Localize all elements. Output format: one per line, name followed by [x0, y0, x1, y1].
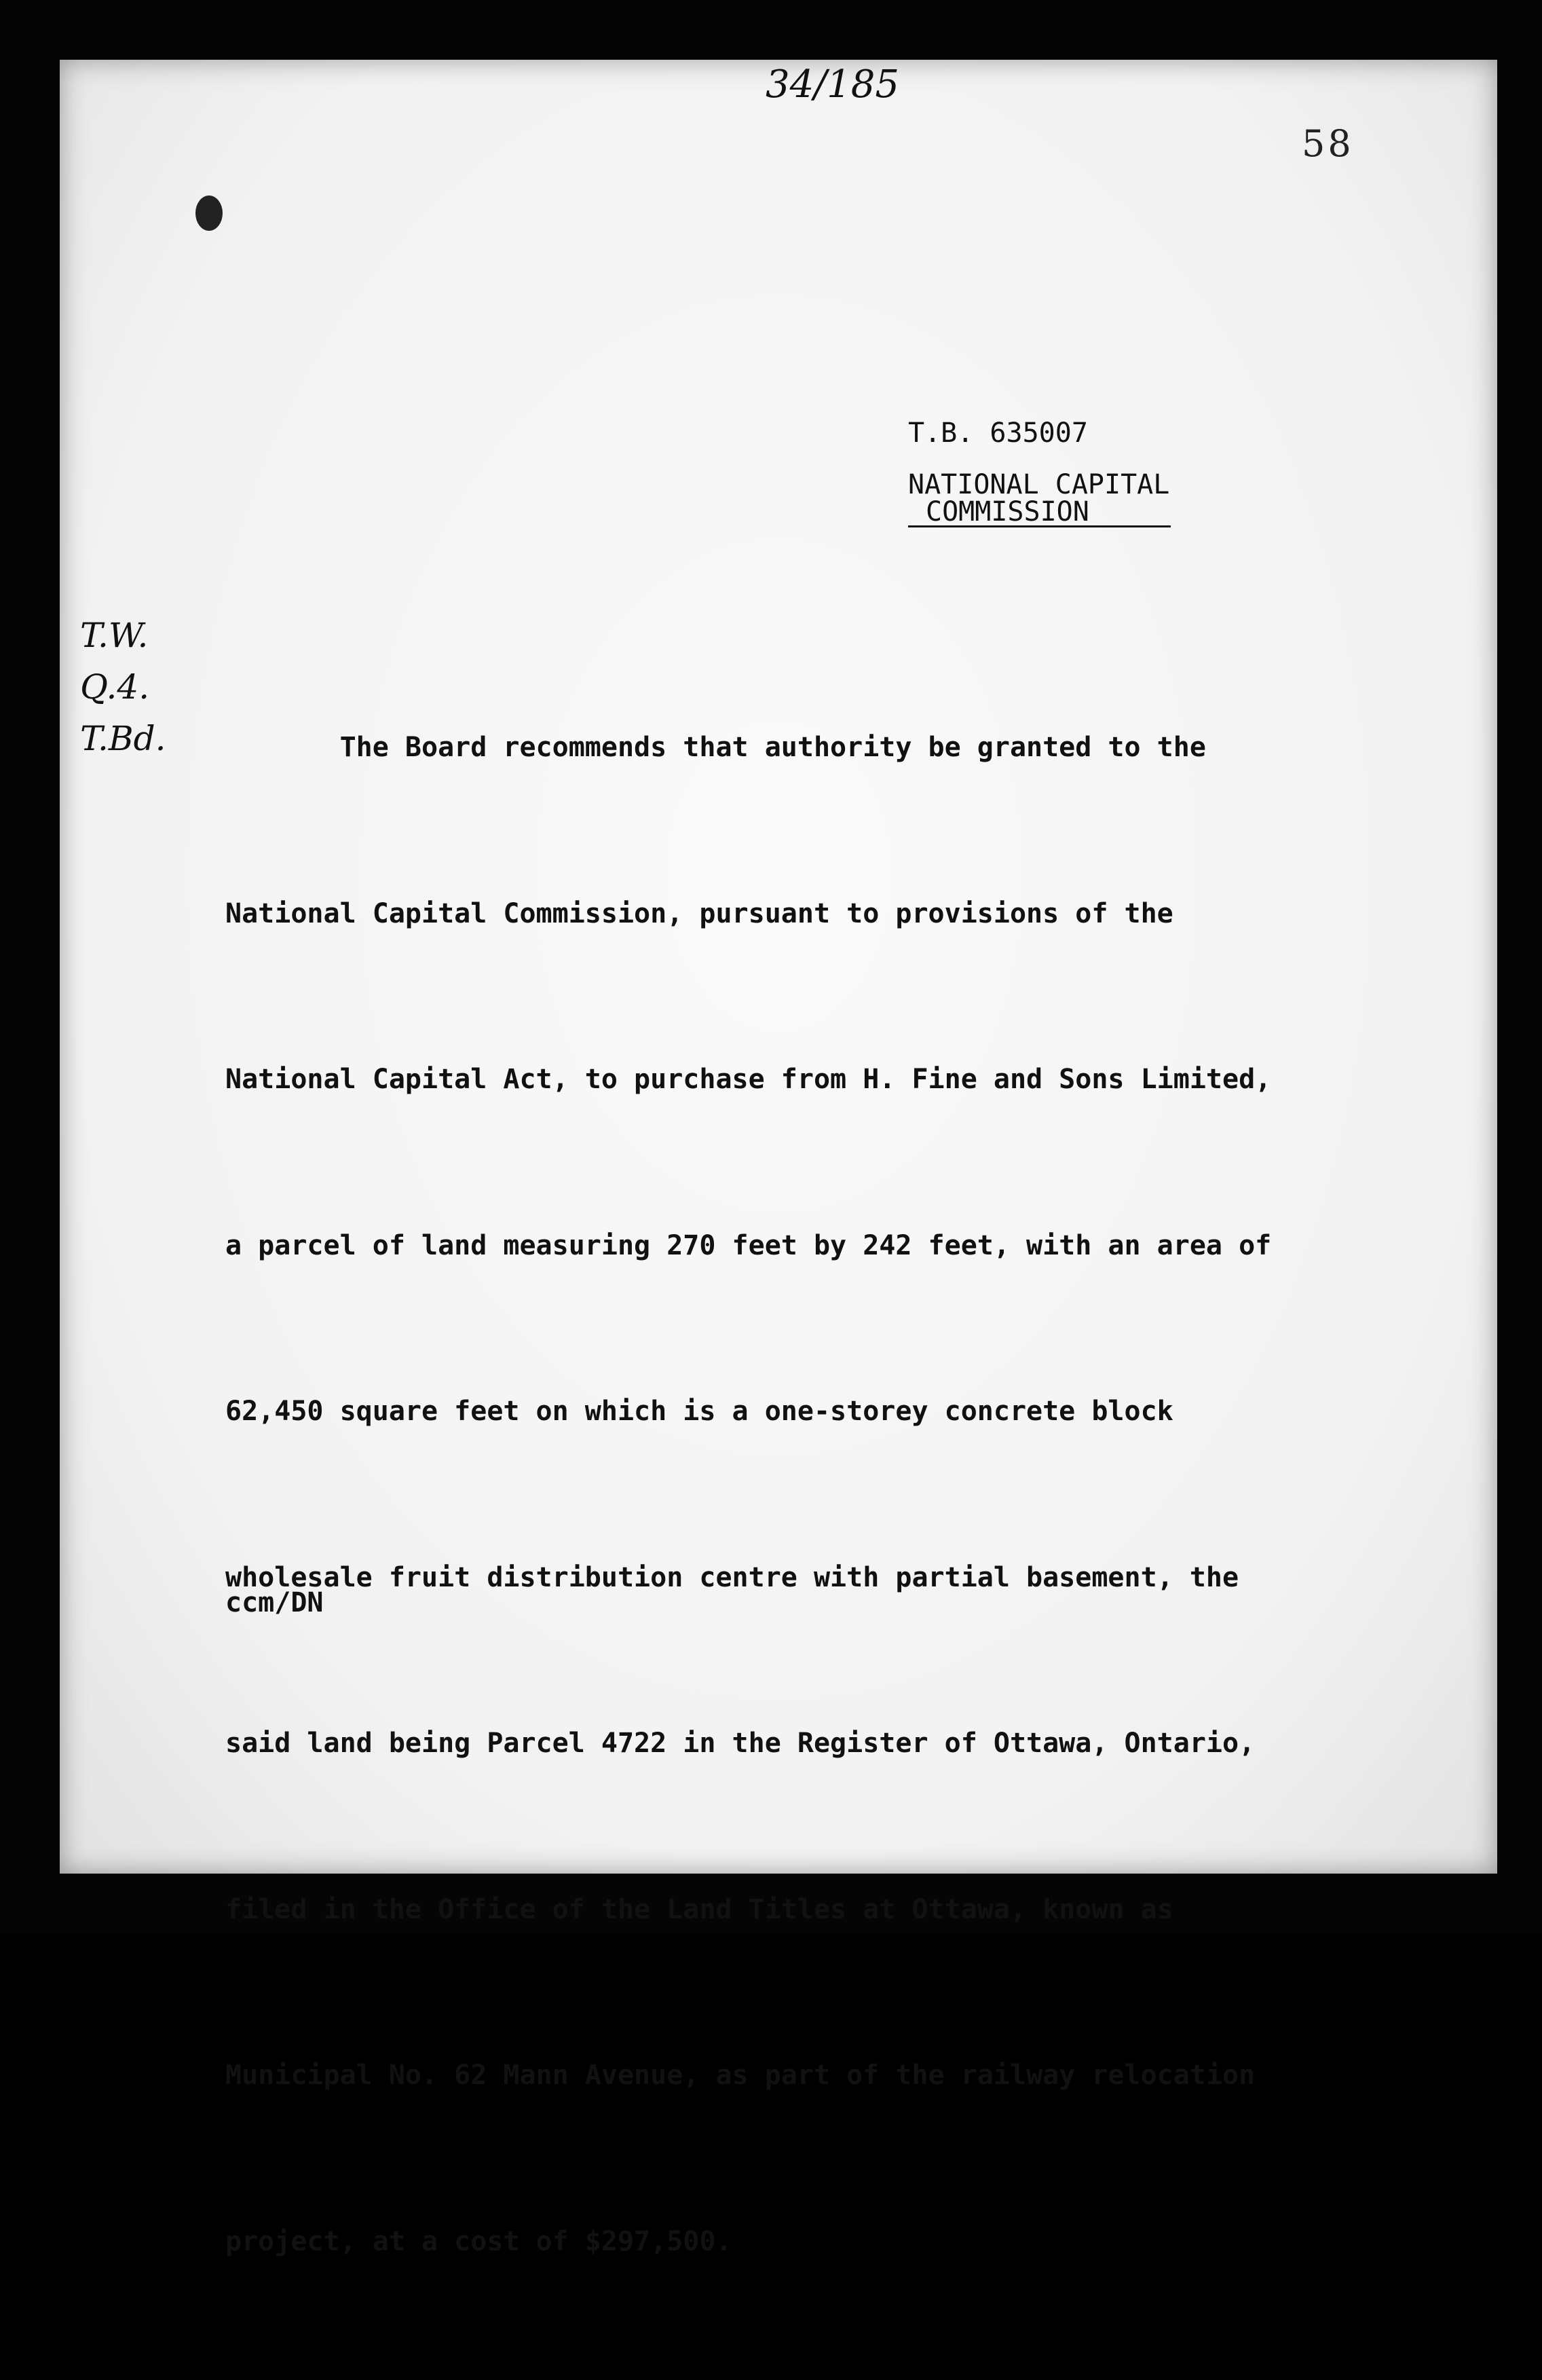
- body-line: The Board recommends that authority be granted to the: [225, 732, 1206, 763]
- body-line: said land being Parcel 4722 in the Register of Ottawa, Ontario,: [225, 1728, 1256, 1759]
- body-line: a parcel of land measuring 270 feet by 242 feet, with an area of: [225, 1229, 1272, 1261]
- typist-initials: ccm/DN: [225, 1587, 324, 1618]
- body-line: 62,450 square feet on which is a one-storey concrete block: [225, 1396, 1173, 1427]
- body-line: project, at a cost of $297,500.: [225, 2225, 732, 2257]
- handwritten-file-number: 34/185: [766, 62, 900, 107]
- margin-note: T.Bd.: [80, 719, 166, 758]
- heading-line-1: NATIONAL CAPITAL: [908, 469, 1170, 500]
- page-number: 58: [1302, 122, 1354, 165]
- body-line: Municipal No. 62 Mann Avenue, as part of the railway relocation: [225, 2060, 1256, 2091]
- margin-note: Q.4.: [80, 667, 150, 707]
- body-line: filed in the Office of the Land Titles at Ottawa, known as: [225, 1893, 1173, 1925]
- recommendation-body: [225, 610, 1379, 2380]
- margin-note: T.W.: [80, 616, 149, 655]
- document-page: [60, 60, 1497, 2257]
- punch-hole-mark: [195, 196, 223, 231]
- tb-number: T.B. 635007: [908, 417, 1088, 449]
- heading-line-2: COMMISSION: [908, 498, 1171, 527]
- body-line: National Capital Commission, pursuant to provisions of the: [225, 897, 1173, 929]
- body-line: National Capital Act, to purchase from H. Fine and Sons Limited,: [225, 1064, 1272, 1095]
- reference-block: [908, 417, 1171, 527]
- margin-notes: [80, 610, 166, 764]
- body-line: wholesale fruit distribution centre with partial basement, the: [225, 1561, 1239, 1593]
